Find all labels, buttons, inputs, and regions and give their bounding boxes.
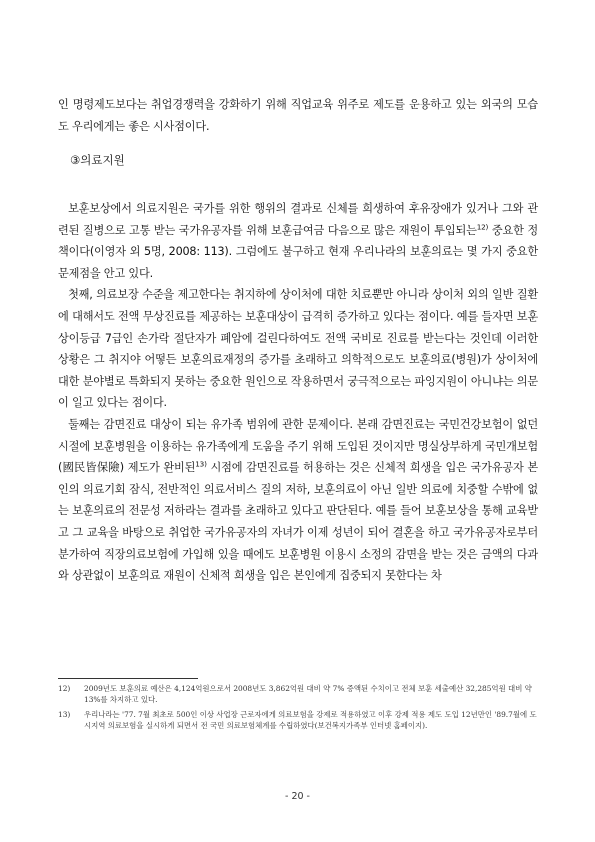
- paragraph-medical-support: [58, 198, 538, 284]
- footnote-13: [58, 709, 538, 732]
- footnotes: [58, 683, 538, 735]
- paragraph-text: 둘째는 감면진료 대상이 되는 유가족 범위에 관한 문제이다. 본래 감면진료는 국민건강보험이 없던 시절에 보훈병원을 이용하는 유가족에게 도움을 주기 위해 도입된 것이지만 명실상부하게 국민개보험(國民皆保險) 제도가 완비된: [58, 417, 538, 475]
- footnote-text: 2009년도 보훈의료 예산은 4,124억원으로서 2008년도 3,862억원 대비 약 7% 증액된 수치이고 전체 보훈 세출예산 32,285억원 대비 약 13%를 차지하고 있다.: [84, 684, 532, 705]
- footnote-ref-12[interactable]: 12): [476, 221, 489, 231]
- paragraph-text: 보훈보상에서 의료지원은 국가를 위한 행위의 결과로 신체를 희생하여 후유장애가 있거나 그와 관련된 질병으로 고통 받는 국가유공자를 위해 보훈급여금 다음으로 많은 재원이 투입되는: [58, 202, 538, 237]
- footnote-ref-13[interactable]: 13): [195, 459, 207, 469]
- main-body: [58, 198, 538, 587]
- footnote-12: [58, 683, 538, 706]
- footnote-number: 12): [58, 684, 71, 693]
- page-number: - 20 -: [285, 791, 310, 802]
- footnote-divider: [58, 678, 198, 679]
- paragraph-second-issue: [58, 414, 538, 587]
- intro-continuation: [58, 94, 538, 137]
- paragraph: 인 명령제도보다는 취업경쟁력을 강화하기 위해 직업교육 위주로 제도를 운용하고 있는 외국의 모습도 우리에게는 좋은 시사점이다.: [58, 98, 538, 133]
- footnote-number: 13): [58, 709, 71, 719]
- section-heading: ③의료지원: [70, 153, 125, 167]
- paragraph-text: 시점에 감면진료를 허용하는 것은 신체적 희생을 입은 국가유공자 본인의 의료기회 잠식, 전반적인 의료서비스 질의 저하, 보훈의료이 아닌 일반 의료에 치중할 수밖에 없는 보훈의료의 전문성 저하라는 결과를 초래하고 있다고 판단된다. 예를 들어 보훈보상을 통해 교육받고 그 교육을 바탕으로 취업한 국가유공자의 자녀가 이제 성년이 되어 결혼을 하고 국가유공자로부터 분가하여 직장의료보험에 가입해 있을 때에도 보훈병원 이용시 소정의 감면을 받는 것은 금액의 다과와 상관없이 보훈의료 재원이 신체적 희생을 입은 본인에게 집중되지 못한다는 차: [58, 461, 538, 583]
- footnote-text: 우리나라는 '77. 7월 최초로 500인 이상 사업장 근로자에게 의료보험을 강제로 적용하였고 이후 강제 적용 제도 도입 12년만인 '89.7월에 도시지역 의료보험을 실시하게 되면서 전 국민 의료보험체계를 수립하였다(보건복지가족부 인터넷 홈페이지).: [84, 709, 537, 731]
- paragraph-first-issue: 첫째, 의료보장 수준을 제고한다는 취지하에 상이처에 대한 치료뿐만 아니라 상이처 외의 일반 질환에 대해서도 전액 무상진료를 제공하는 보훈대상이 급격히 증가하고 있다는 점이다. 예를 들자면 보훈 상이등급 7급인 손가락 절단자가 폐암에 걸린다하여도 전액 국비로 진료를 받는다는 것인데 이러한 상황은 그 취지야 어떻든 보훈의료재정의 증가를 초래하고 의학적으로도 보훈의료(병원)가 상이처에 대한 분야별로 특화되지 못하는 중요한 원인으로 작용하면서 궁극적으로는 파잉지원이 아니냐는 의문이 일고 있다는 점이다.: [58, 288, 538, 410]
- paragraph-text: 중요한 정책이다(이영자 외 5명, 2008: 113). 그럼에도 불구하고 현재 우리나라의 보훈의료는 몇 가지 중요한 문제점을 안고 있다.: [58, 223, 538, 280]
